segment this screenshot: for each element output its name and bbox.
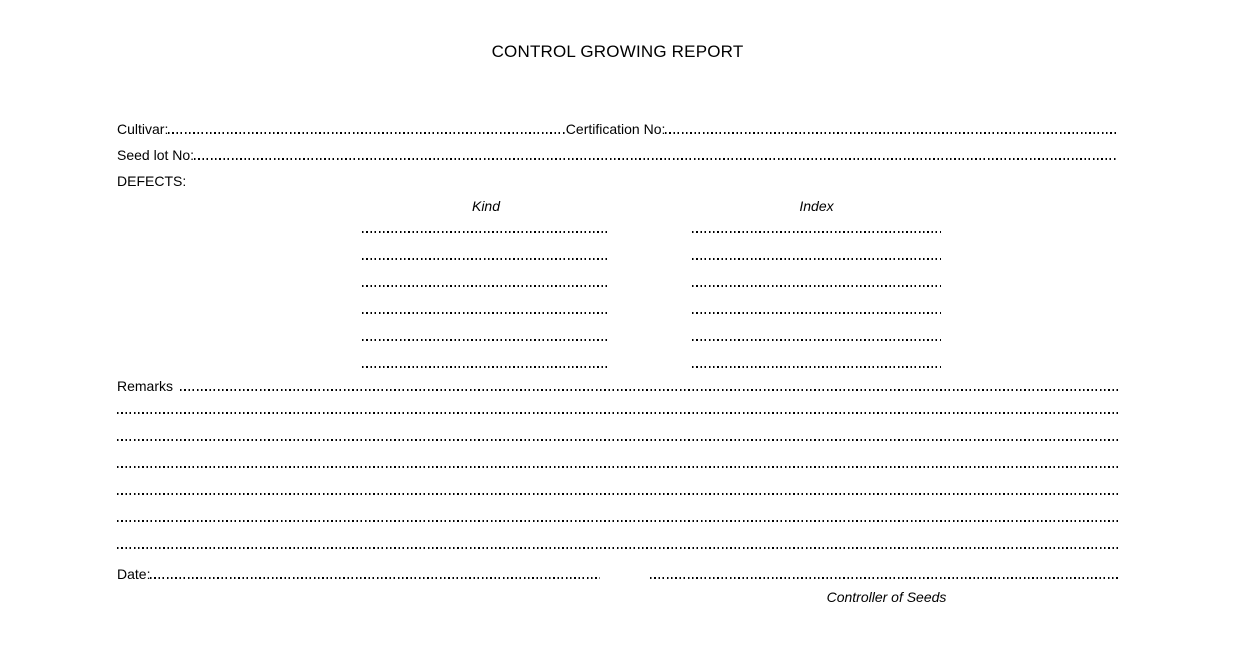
defect-kind-blank-field — [362, 272, 610, 299]
remarks-line-blank-field-dots — [117, 493, 1118, 495]
page-title: CONTROL GROWING REPORT — [491, 42, 744, 61]
defect-index-blank-field-dots — [692, 285, 941, 287]
defect-kind-blank-field-dots — [362, 258, 610, 260]
signature-caption: Controller of Seeds — [826, 589, 947, 605]
defect-kind-blank-field — [362, 326, 610, 353]
defect-kind-blank-field-dots — [362, 285, 610, 287]
remarks-blank-field — [180, 389, 1118, 391]
cultivar-blank-field — [168, 132, 565, 134]
defect-kind-blank-field — [362, 353, 610, 380]
defects-section-row — [117, 168, 1118, 194]
remarks-label: Remarks — [117, 378, 174, 394]
defects-section-label: DEFECTS: — [117, 173, 187, 189]
defect-index-blank-field-dots — [692, 258, 941, 260]
certification-no-blank-field — [665, 132, 1118, 134]
remarks-line-blank-field-dots — [117, 412, 1118, 414]
remarks-extra-lines — [117, 399, 1118, 561]
seed-lot-no-label: Seed lot No: — [117, 147, 195, 163]
remarks-line-blank-field — [117, 507, 1118, 534]
cultivar-certification-row — [117, 116, 1118, 142]
defect-kind-blank-field-dots — [362, 231, 610, 233]
remarks-line-blank-field-dots — [117, 439, 1118, 441]
defect-index-blank-field — [692, 353, 941, 380]
remarks-line-blank-field — [117, 399, 1118, 426]
remarks-line-blank-field-dots — [117, 520, 1118, 522]
defect-kind-blank-field-dots — [362, 366, 610, 368]
defect-index-blank-field — [692, 218, 941, 245]
remarks-line-blank-field-dots — [117, 466, 1118, 468]
defects-index-column — [692, 194, 941, 380]
defect-index-blank-field-dots — [692, 366, 941, 368]
defect-index-blank-field — [692, 326, 941, 353]
defect-index-blank-field — [692, 272, 941, 299]
remarks-line-blank-field — [117, 480, 1118, 507]
defect-kind-blank-field — [362, 299, 610, 326]
signature-blank-field — [650, 577, 1118, 579]
defects-index-header: Index — [799, 198, 834, 214]
certification-no-label: Certification No: — [565, 121, 666, 137]
date-signature-row — [117, 561, 1118, 587]
remarks-line-blank-field — [117, 426, 1118, 453]
form-body — [117, 116, 1118, 607]
seed-lot-row — [117, 142, 1118, 168]
remarks-line-blank-field — [117, 534, 1118, 561]
defect-kind-blank-field — [362, 245, 610, 272]
date-label: Date: — [117, 566, 151, 582]
date-blank-field — [150, 577, 600, 579]
defects-table — [117, 194, 1118, 380]
defects-kind-header: Kind — [471, 198, 501, 214]
defect-index-blank-field-dots — [692, 312, 941, 314]
defect-index-blank-field-dots — [692, 339, 941, 341]
defect-kind-blank-field-dots — [362, 339, 610, 341]
defects-kind-column — [362, 194, 610, 380]
remarks-row — [117, 373, 1118, 399]
defect-index-blank-field — [692, 299, 941, 326]
remarks-line-blank-field-dots — [117, 547, 1118, 549]
defects-index-rows — [692, 218, 941, 380]
defect-kind-blank-field — [362, 218, 610, 245]
defects-kind-rows — [362, 218, 610, 380]
seed-lot-no-blank-field — [194, 158, 1118, 160]
cultivar-label: Cultivar: — [117, 121, 169, 137]
defect-index-blank-field — [692, 245, 941, 272]
defect-kind-blank-field-dots — [362, 312, 610, 314]
remarks-line-blank-field — [117, 453, 1118, 480]
defect-index-blank-field-dots — [692, 231, 941, 233]
